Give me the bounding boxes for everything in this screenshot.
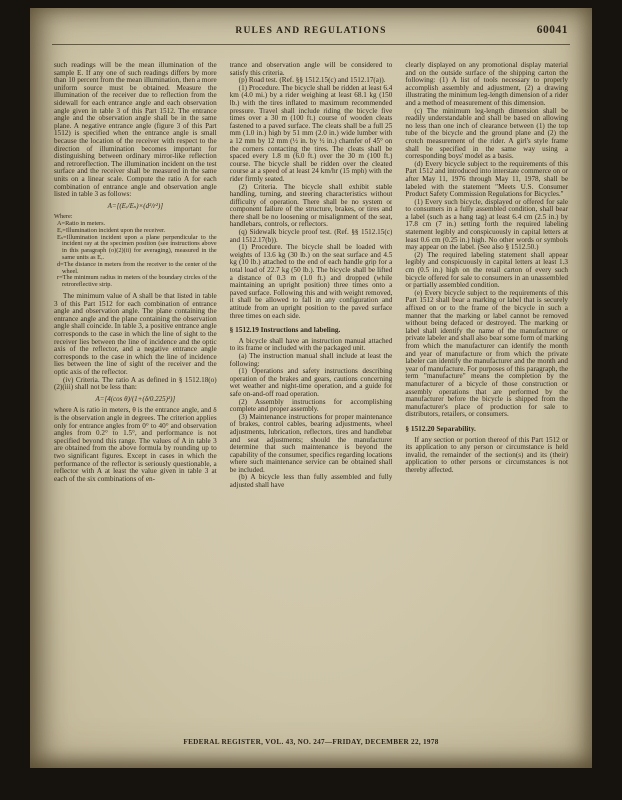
paragraph: (a) The instruction manual shall include at least the following: xyxy=(229,351,393,368)
paragraph: where A is ratio in meters, θ is the entrance angle, and δ is the observation angle in degrees. The criterion applies only for entrance angles from 0° to 40° and observation angles from 0.2° to 1.5°, and performance is not specified beyond this range. The values of A in table 3 are obtained from the above formula by rounding up to two significant figures. Except in cases in which the performance of the reflector is seriously questionable, a reflector with A at least the value given in table 3 at each of the six combinations of en- xyxy=(54,406,217,483)
paragraph: (p) Road test. (Ref. §§ 1512.15(c) and 1512.17(a)). xyxy=(238,76,386,85)
formula: A=[(Eᵣ/Eₛ)×(d²/r²)] xyxy=(107,201,164,210)
paragraph: (2) Assembly instructions for accomplishing complete and proper assembly. xyxy=(229,397,393,414)
text-column-2 xyxy=(230,62,393,724)
paragraph: (iv) Criteria. The ratio A as defined in § 1512.18(o)(2)(iii) shall not be less than: xyxy=(54,375,217,392)
paragraph: A bicycle shall have an instruction manual attached to its frame or included with the packaged unit. xyxy=(229,336,393,353)
paragraph: (e) Every bicycle subject to the requirements of this Part 1512 shall bear a marking or label that is securely affixed on or to the frame of the bicycle in such a manner that the marking or label cannot be removed without being defaced or destroyed. The marking or label shall identify the name of the manufacturer or private labeler and shall also bear some form of marking from which the manufacturer can identify the month and year of manufacture or from which the private labeler can identify the manufacturer and the month and year of manufacture. For purposes of this paragraph, the term "manufacture" means the completion by the manufacturer of a bicycle of those construction or assembly operations that are performed by the manufacturer before the bicycle is shipped from the manufacturer's place of production for sale to distributors, retailers, or consumers. xyxy=(405,288,569,419)
paragraph: The minimum value of A shall be that listed in table 3 of this Part 1512 for each combination of entrance angle and observation angle. The plane containing the entrance angle and the plane containing the observation angle shall coincide. In table 3, a positive entrance angle corresponds to the case in which the line of sight to the receiver lies between the line of incidence and the optic axis of the reflector, and a negative entrance angle corresponds to the case in which the line of incidence lies between the line of sight of the receiver and the optic axis of the reflector. xyxy=(54,292,217,376)
document-page xyxy=(30,8,592,768)
paragraph: (1) Operations and safety instructions describing operation of the brakes and gears, cautions concerning wet weather and night-time operation, and a guide for safe on-and-off road operation. xyxy=(229,367,393,398)
page-header xyxy=(52,26,570,44)
paragraph: (b) A bicycle less than fully assembled and fully adjusted shall have xyxy=(229,473,393,490)
paragraph: clearly displayed on any promotional display material and on the outside surface of the shipping carton the following: (1) A list of tools necessary to properly accomplish assembly and adjustment, (2) a drawing illustrating the minimum leg-length dimension of a rider and a method of measurement of this dimension. xyxy=(405,62,569,107)
paragraph: such readings will be the mean illumination of the sample E. If any one of such readings differs by more than 10 percent from the mean illumination, then a more uniform source must be obtained. Measure the illumination of the receiver due to reflection from the sidewall for each entrance angle and each observation angle given in table 3 of this Part 1512. The entrance angle and the observation angle shall be in the same plane. A negative entrance angle (figure 3 of this Part 1512) is specified when the entrance angle is small because the location of the receiver with respect to the direction of illumination becomes important for distinguishing between ordinary mirror-like reflection and retroreflection. The illumination incident on the test surface and the receiver shall be measured in the same units on a linear scale. Compute the ratio A for each combination of entrance angle and observation angle listed in table 3 as follows: xyxy=(54,62,217,199)
definition-line: Eₛ=Illumination incident upon a plane perpendicular to the incident ray at the specimen position (see instructions above in this paragraph (o)(2)(ii) for averaging), measured in the same units as Eᵣ. xyxy=(57,233,217,262)
paragraph: Where: xyxy=(54,213,73,221)
paragraph: (1) Procedure. The bicycle shall be loaded with weights of 13.6 kg (30 lb.) on the seat surface and 4.5 kg (10 lb.) attached to the end of each handle grip for a total load of 22.7 kg (50 lb.). The bicycle shall be lifted a distance of 0.3 m (1.0 ft.) and dropped (while maintaining an upright position) three times onto a paved surface. Following this and with weight removed, it shall be allowed to fall in any configuration and attitude from an upright position to the paved surface three times on each side. xyxy=(229,243,393,320)
text-column-1 xyxy=(54,62,217,724)
paragraph: If any section or portion thereof of this Part 1512 or its application to any person or circumstance is held invalid, the remainder of the section(s) and its (their) application to other persons or circumstances is not thereby affected. xyxy=(405,435,569,474)
running-head: RULES AND REGULATIONS xyxy=(235,26,387,36)
definition-line: Eᵣ=Illumination incident upon the receiver. xyxy=(57,226,166,234)
header-rule xyxy=(52,44,570,45)
paragraph: (d) Every bicycle subject to the requirements of this Part 1512 and introduced into interstate commerce on or after May 11, 1976 through May 11, 1978, shall be labeled with the statement "Meets U.S. Consumer Product Safety Commission Regulations for Bicycles." xyxy=(405,159,569,199)
section-heading: § 1512.20 Separability. xyxy=(405,423,476,433)
paragraph: (q) Sidewalk bicycle proof test. (Ref. §§ 1512.15(c) and 1512.17(b)). xyxy=(229,228,393,244)
paragraph: trance and observation angle will be considered to satisfy this criteria. xyxy=(229,62,393,77)
paragraph: (1) Every such bicycle, displayed or offered for sale to consumers in a fully assembled condition, shall bear a label (such as a hang tag) at least 6.4 cm (2.5 in.) by 17.8 cm (7 in.) setting forth the required labeling statement legibly and conspicuously in capital letters at least 0.6 cm (0.25 in.) high. No other words or symbols may appear on the label. (See also § 1512.50.) xyxy=(405,197,569,252)
definition-line: d=The distance in meters from the receiver to the center of the wheel. xyxy=(57,260,217,275)
paragraph: (3) Maintenance instructions for proper maintenance of brakes, control cables, bearing adjustments, wheel adjustments, lubrication, reflectors, tires and handlebar and seat adjustments; should the manufacturer determine that such maintenance is beyond the capability of the consumer, specifics regarding locations where such maintenance service can be obtained shall be included. xyxy=(229,412,393,474)
definition-line: r=The minimum radius in meters of the boundary circles of the retroreflective strip. xyxy=(57,274,217,289)
page-number: 60041 xyxy=(536,24,568,36)
paragraph: (2) The required labeling statement shall appear legibly and conspicuously in capital letters at least 1.3 cm (0.5 in.) high on the retail carton of every such bicycle offered for sale to consumers in an unassembled or partially assembled condition. xyxy=(405,250,569,290)
paragraph: (c) The minimum leg-length dimension shall be readily understandable and shall be based on allowing no less than one inch of clearance between (1) the top tube of the bicycle and the ground plane and (2) the crotch measurement of the rider. A girl's style frame shall be specified in the same way using a corresponding boys' model as a basis. xyxy=(405,106,569,161)
text-column-3 xyxy=(405,62,568,724)
paragraph: (2) Criteria. The bicycle shall exhibit stable handling, turning, and steering characteristics without difficulty of operation. There shall be no system or component failure of the structure, brakes, or tires and there shall be no loosening or misalignment of the seat, handlebars, controls, or reflectors. xyxy=(229,182,393,229)
paragraph: (1) Procedure. The bicycle shall be ridden at least 6.4 km (4.0 mi.) by a rider weighing at least 68.1 kg (150 lb.) with the tires inflated to maximum recommended pressure. Travel shall include riding the bicycle five times over a 30 m (100 ft.) course of wooden cleats fastened to a paved surface. The cleats shall be a full 25 mm (1.0 in.) high by 51 mm (2.0 in.) wide lumber with a 12 mm by 12 mm (½ in. by ½ in.) chamfer of 45° on the corners contacting the tires. The cleats shall be spaced every 1.8 m (6.0 ft.) over the 30 m (100 ft.) course. The bicycle shall be ridden over the cleated course at a speed of at least 24 km/hr (15 mph) with the rider firmly seated. xyxy=(229,83,393,183)
section-heading: § 1512.19 Instructions and labeling. xyxy=(229,325,341,335)
formula: A=[4(cos θ)/(1+(δ/0.225)²)] xyxy=(95,394,176,403)
page-footer: FEDERAL REGISTER, VOL. 43, NO. 247—FRIDAY, DECEMBER 22, 1978 xyxy=(183,738,439,746)
text-columns xyxy=(54,62,568,724)
definition-line: A=Ratio in meters. xyxy=(57,220,106,228)
